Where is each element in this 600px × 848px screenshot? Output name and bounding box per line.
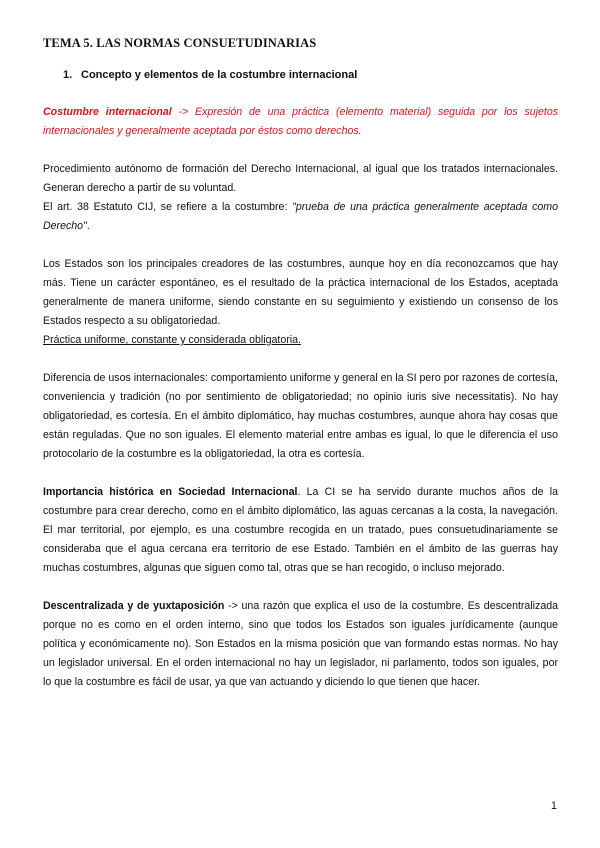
paragraph-1-art-prefix: El art. 38 Estatuto CIJ, se refiere a la costumbre: [43, 201, 293, 213]
definition-term: Costumbre internacional [43, 106, 172, 118]
paragraph-4-bold: Importancia histórica en Sociedad Internacional [43, 486, 298, 498]
paragraph-4-text: . La CI se ha servido durante muchos años de la costumbre para crear derecho, como en el ámbito diplomático, las aguas cercanas a la costa, la navegación. El mar territorial, por ejemplo, es una costumbre recogida en un tratado, pues consuetudinariamente se consideraba que el agua cercana era territorio de ese Estado. También en el ámbito de las guerras hay muchas costumbres, algunas que siguen como tal, otras que se han recogido, o incluso mejorado. [43, 486, 558, 574]
document-page [43, 36, 558, 692]
paragraph-1-art-suffix: . [86, 220, 90, 232]
paragraph-1-art-quote: "prueba de una práctica generalmente aceptada como Derecho" [43, 201, 558, 232]
paragraph-2 [43, 255, 558, 350]
paragraph-5-bold: Descentralizada y de yuxtaposición [43, 600, 225, 612]
paragraph-5-text: -> una razón que explica el uso de la costumbre. Es descentralizada porque no es como en el orden interno, sino que todos los Estados son iguales jurídicamente (aunque política y económicamente no). Son Estados en la misma posición que van formando estas normas. No hay un legislador universal. En el orden internacional no hay un legislador, ni parlamento, todos son iguales, por lo que la costumbre es fácil de usar, ya que van actuando y diciendo lo que tienen que hacer. [43, 600, 559, 688]
paragraph-2-text: Los Estados son los principales creadores de las costumbres, aunque hoy en día reconozcamos que hay más. Tiene un carácter espontáneo, es el resultado de la práctica internacional de los Estados, aceptada generalmente de manera uniforme, siendo constante en su seguimiento y existiendo un consenso de los Estados respecto a su obligatoriedad. [43, 258, 558, 327]
paragraph-4 [43, 483, 558, 578]
paragraph-1 [43, 160, 558, 236]
page-number: 1 [551, 800, 557, 812]
definition-paragraph [43, 103, 558, 141]
paragraph-2-underlined: Práctica uniforme, constante y considerada obligatoria. [43, 334, 301, 346]
paragraph-1-text: Procedimiento autónomo de formación del Derecho Internacional, al igual que los tratados internacionales. Generan derecho a partir de su voluntad. [43, 163, 558, 194]
section-heading [63, 69, 558, 81]
paragraph-5 [43, 597, 558, 692]
section-heading-text: Concepto y elementos de la costumbre internacional [81, 69, 358, 81]
paragraph-3: Diferencia de usos internacionales: comportamiento uniforme y general en la SI pero por razones de cortesía, conveniencia y tradición (no por sentimiento de obligatoriedad; no opinio iuris sive necessitatis). No hay obligatoriedad, es cortesía. En el ámbito diplomático, hay muchas costumbres, aunque ahora hay cosas que están reguladas. Que no son iguales. El elemento material entre ambas es igual, lo que le diferencia el uso protocolario de la costumbre es la obligatoriedad, la otra es cortesía. [43, 372, 558, 460]
definition-text: -> Expresión de una práctica (elemento material) seguida por los sujetos internacionales y generalmente aceptada por éstos como derechos. [43, 106, 559, 137]
page-title: TEMA 5. LAS NORMAS CONSUETUDINARIAS [43, 36, 317, 50]
section-number: 1. [63, 69, 73, 81]
